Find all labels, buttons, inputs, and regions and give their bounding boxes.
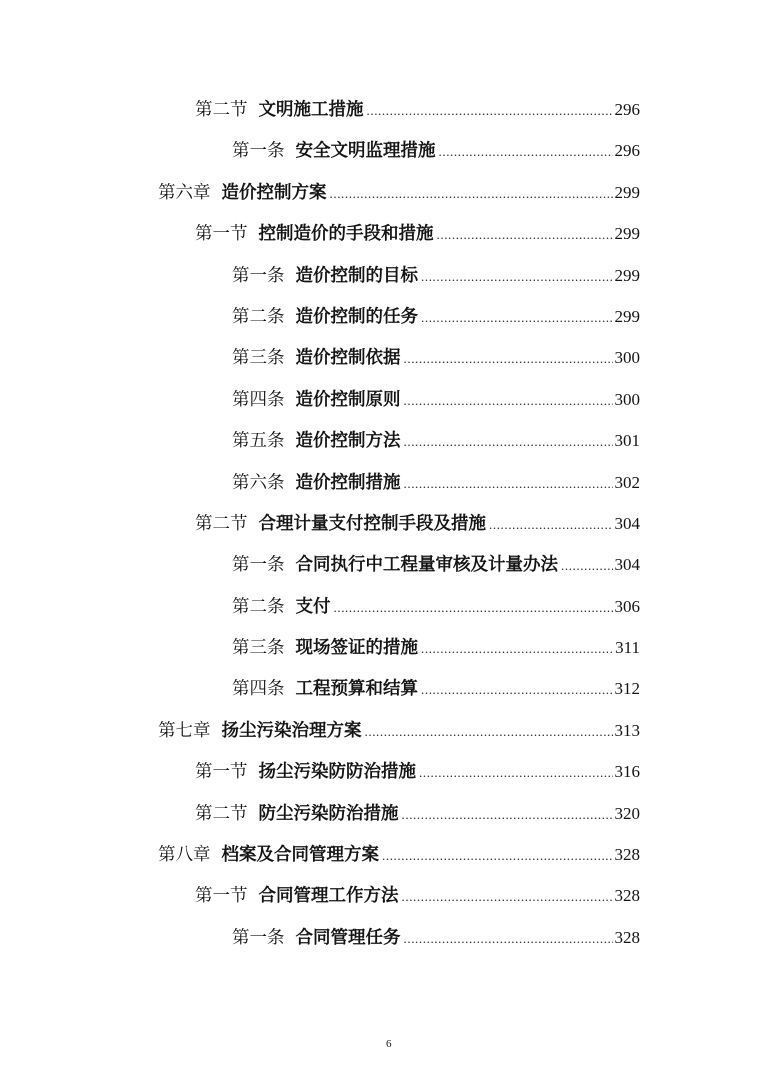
toc-entry-title: 工程预算和结算 bbox=[295, 679, 418, 700]
dot-leader bbox=[421, 628, 613, 669]
toc-entry-title: 造价控制原则 bbox=[295, 389, 401, 410]
toc-entry-article bbox=[0, 296, 640, 337]
toc-entry-number: 第四条 bbox=[232, 389, 285, 410]
dot-leader bbox=[334, 587, 613, 628]
dot-leader bbox=[419, 752, 613, 793]
toc-entry-number: 第一节 bbox=[195, 886, 248, 907]
toc-entry-article bbox=[0, 130, 640, 171]
toc-entry-page: 320 bbox=[614, 803, 640, 823]
toc-entry-chapter bbox=[0, 172, 640, 213]
toc-entry-article bbox=[0, 917, 640, 958]
toc-entry-number: 第一条 bbox=[232, 265, 285, 286]
toc-entry-number: 第七章 bbox=[158, 720, 211, 741]
toc-entry-number: 第五条 bbox=[232, 431, 285, 452]
toc-entry-number: 第二节 bbox=[195, 803, 248, 824]
toc-entry-section bbox=[0, 751, 640, 792]
toc-entry-title: 造价控制措施 bbox=[295, 472, 401, 493]
toc-entry-title: 造价控制方案 bbox=[221, 182, 327, 203]
toc-entry-title: 合同管理工作方法 bbox=[258, 886, 399, 907]
dot-leader bbox=[421, 669, 613, 710]
toc-entry-title: 安全文明监理措施 bbox=[295, 141, 436, 162]
toc-entry-article bbox=[0, 627, 640, 668]
toc-entry-article bbox=[0, 668, 640, 709]
toc-entry-article bbox=[0, 337, 640, 378]
toc-entry-number: 第六章 bbox=[158, 182, 211, 203]
toc-entry-number: 第二条 bbox=[232, 306, 285, 327]
toc-entry-page: 328 bbox=[614, 927, 640, 947]
toc-entry-article bbox=[0, 586, 640, 627]
toc-entry-number: 第四条 bbox=[232, 679, 285, 700]
toc-entry-page: 306 bbox=[614, 596, 640, 616]
toc-entry-page: 299 bbox=[614, 265, 640, 285]
toc-entry-title: 档案及合同管理方案 bbox=[221, 845, 379, 866]
toc-entry-title: 造价控制的任务 bbox=[295, 306, 418, 327]
toc-entry-article bbox=[0, 420, 640, 461]
dot-leader bbox=[404, 918, 613, 959]
dot-leader bbox=[402, 794, 613, 835]
toc-entry-page: 311 bbox=[615, 638, 640, 658]
dot-leader bbox=[365, 711, 613, 752]
toc-entry-page: 328 bbox=[614, 886, 640, 906]
toc-entry-page: 296 bbox=[614, 141, 640, 161]
toc-entry-page: 312 bbox=[614, 679, 640, 699]
toc-entry-number: 第一节 bbox=[195, 762, 248, 783]
dot-leader bbox=[421, 297, 613, 338]
toc-entry-page: 302 bbox=[614, 472, 640, 492]
toc-entry-title: 合同执行中工程量审核及计量办法 bbox=[295, 555, 558, 576]
toc-entry-chapter bbox=[0, 710, 640, 751]
toc-entry-title: 造价控制依据 bbox=[295, 348, 401, 369]
toc-entry-section bbox=[0, 89, 640, 130]
dot-leader bbox=[367, 90, 613, 131]
toc-entry-page: 299 bbox=[614, 182, 640, 202]
toc-entry-section bbox=[0, 213, 640, 254]
dot-leader bbox=[404, 380, 613, 421]
page-number: 6 bbox=[386, 1038, 392, 1050]
toc-entry-title: 合同管理任务 bbox=[295, 927, 401, 948]
dot-leader bbox=[404, 338, 613, 379]
toc-entry-chapter bbox=[0, 834, 640, 875]
dot-leader bbox=[439, 131, 613, 172]
toc-entry-section bbox=[0, 503, 640, 544]
toc-entry-number: 第三条 bbox=[232, 638, 285, 659]
toc-entry-page: 299 bbox=[614, 224, 640, 244]
toc-entry-number: 第三条 bbox=[232, 348, 285, 369]
toc-entry-title: 造价控制方法 bbox=[295, 431, 401, 452]
toc-entry-page: 316 bbox=[614, 762, 640, 782]
dot-leader bbox=[404, 463, 613, 504]
toc-entry-section bbox=[0, 793, 640, 834]
toc-entry-section bbox=[0, 875, 640, 916]
toc-entry-page: 304 bbox=[614, 513, 640, 533]
toc-entry-number: 第六条 bbox=[232, 472, 285, 493]
toc-entry-number: 第一条 bbox=[232, 555, 285, 576]
toc-entry-title: 控制造价的手段和措施 bbox=[258, 224, 434, 245]
table-of-contents bbox=[0, 89, 640, 958]
dot-leader bbox=[402, 876, 613, 917]
toc-entry-number: 第二节 bbox=[195, 100, 248, 120]
toc-entry-number: 第一节 bbox=[195, 224, 248, 245]
toc-entry-page: 300 bbox=[614, 389, 640, 409]
dot-leader bbox=[421, 256, 613, 297]
toc-entry-number: 第二节 bbox=[195, 513, 248, 534]
toc-entry-article bbox=[0, 544, 640, 585]
toc-entry-page: 328 bbox=[614, 845, 640, 865]
toc-entry-title: 合理计量支付控制手段及措施 bbox=[258, 513, 486, 534]
toc-entry-number: 第一条 bbox=[232, 141, 285, 162]
toc-entry-article bbox=[0, 255, 640, 296]
toc-entry-title: 扬尘污染治理方案 bbox=[221, 720, 362, 741]
toc-entry-title: 现场签证的措施 bbox=[295, 638, 418, 659]
dot-leader bbox=[561, 545, 613, 586]
toc-entry-title: 防尘污染防治措施 bbox=[258, 803, 399, 824]
toc-entry-page: 299 bbox=[614, 306, 640, 326]
toc-entry-number: 第二条 bbox=[232, 596, 285, 617]
toc-entry-title: 扬尘污染防防治措施 bbox=[258, 762, 416, 783]
toc-entry-title: 造价控制的目标 bbox=[295, 265, 418, 286]
toc-entry-number: 第八章 bbox=[158, 845, 211, 866]
dot-leader bbox=[382, 835, 613, 876]
toc-entry-title: 文明施工措施 bbox=[258, 100, 364, 120]
toc-entry-article bbox=[0, 462, 640, 503]
toc-entry-page: 300 bbox=[614, 348, 640, 368]
toc-entry-page: 304 bbox=[614, 555, 640, 575]
dot-leader bbox=[330, 173, 613, 214]
dot-leader bbox=[404, 421, 613, 462]
toc-entry-page: 313 bbox=[614, 720, 640, 740]
toc-entry-number: 第一条 bbox=[232, 927, 285, 948]
toc-entry-article bbox=[0, 379, 640, 420]
dot-leader bbox=[489, 504, 613, 545]
toc-entry-page: 296 bbox=[614, 100, 640, 119]
toc-entry-title: 支付 bbox=[295, 596, 331, 617]
dot-leader bbox=[437, 214, 613, 255]
toc-entry-page: 301 bbox=[614, 431, 640, 451]
